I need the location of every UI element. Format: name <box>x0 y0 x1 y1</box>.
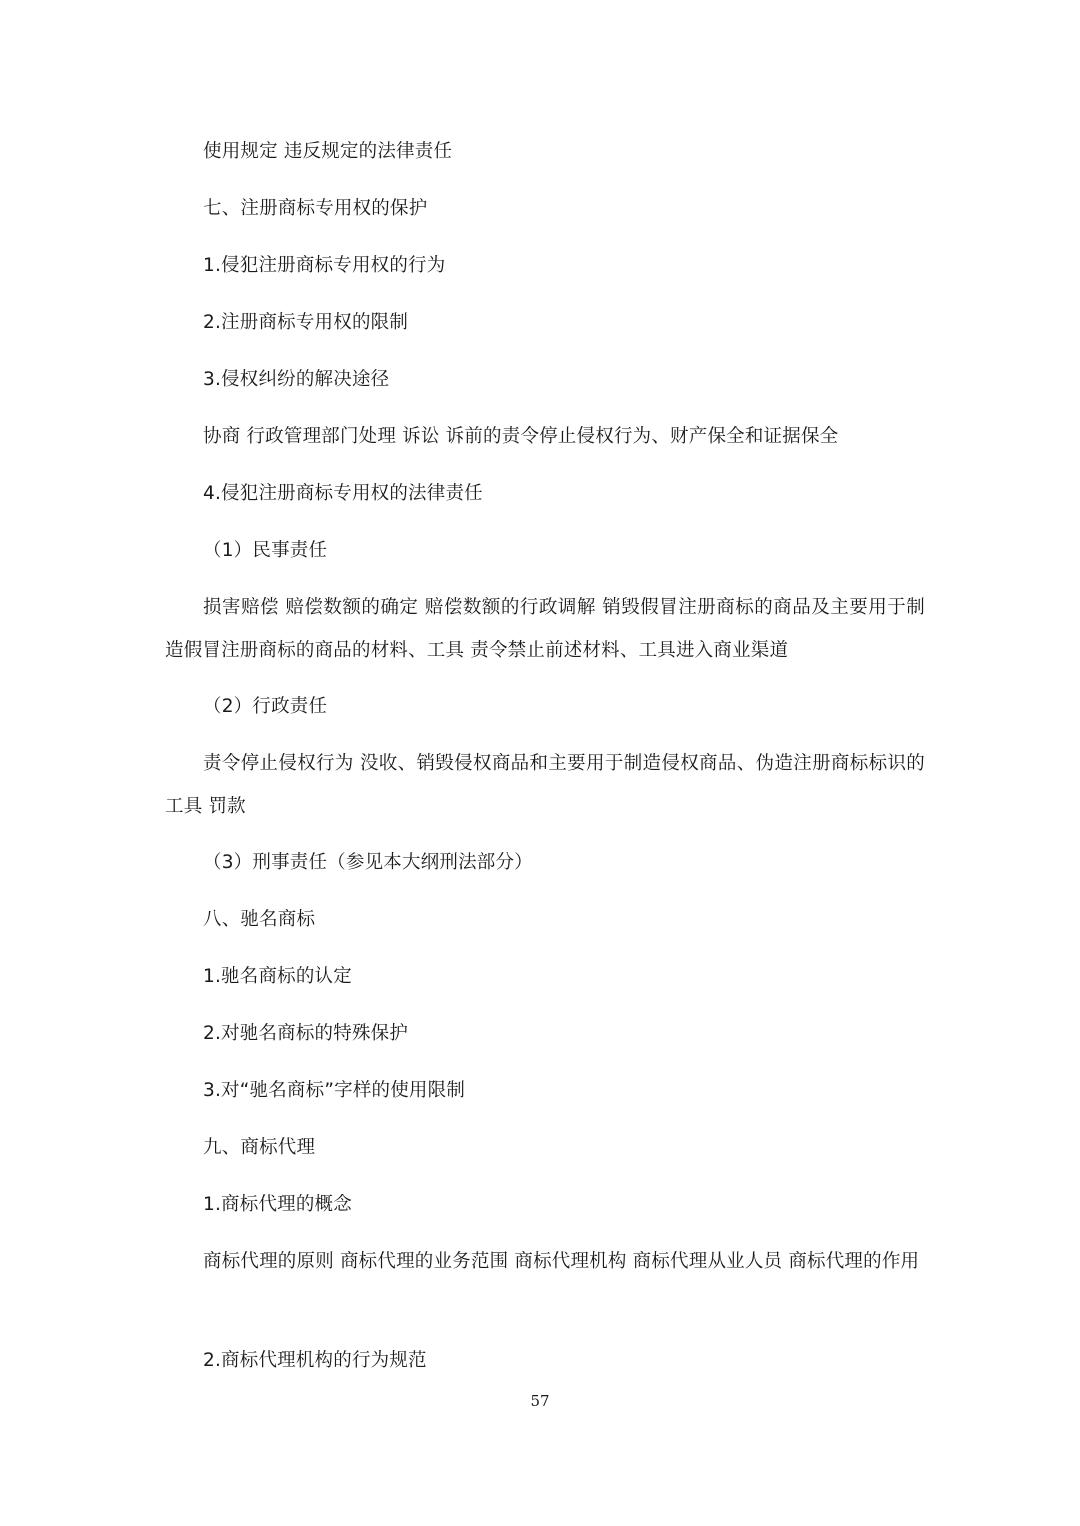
subheading-8-2: 2.对驰名商标的特殊保护 <box>203 1023 409 1044</box>
item-administrative-liability: （2）行政责任 <box>203 696 328 717</box>
text-line-dispute-resolution: 协商 行政管理部门处理 诉讼 诉前的责令停止侵权行为、财产保全和证据保全 <box>203 426 839 447</box>
item-civil-liability: （1）民事责任 <box>203 540 328 561</box>
section-heading-7: 七、注册商标专用权的保护 <box>203 198 428 219</box>
section-heading-9: 九、商标代理 <box>203 1137 316 1158</box>
subheading-7-1: 1.侵犯注册商标专用权的行为 <box>203 255 446 276</box>
subheading-8-3: 3.对“驰名商标”字样的使用限制 <box>203 1080 466 1101</box>
subheading-8-1: 1.驰名商标的认定 <box>203 966 352 987</box>
subheading-7-3: 3.侵权纠纷的解决途径 <box>203 369 390 390</box>
subheading-7-2: 2.注册商标专用权的限制 <box>203 312 409 333</box>
section-heading-8: 八、驰名商标 <box>203 909 316 930</box>
subheading-7-4: 4.侵犯注册商标专用权的法律责任 <box>203 483 483 504</box>
subheading-9-2: 2.商标代理机构的行为规范 <box>203 1350 427 1371</box>
page-number: 57 <box>530 1392 550 1410</box>
paragraph-civil-liability: 损害赔偿 赔偿数额的确定 赔偿数额的行政调解 销毁假冒注册商标的商品及主要用于制造假冒注册商标的商品的材料、工具 责令禁止前述材料、工具进入商业渠道 <box>165 597 925 661</box>
subheading-9-1: 1.商标代理的概念 <box>203 1194 352 1215</box>
paragraph-administrative-liability: 责令停止侵权行为 没收、销毁侵权商品和主要用于制造侵权商品、伪造注册商标标识的工具 罚款 <box>165 753 925 817</box>
item-criminal-liability: （3）刑事责任（参见本大纲刑法部分） <box>203 852 533 873</box>
text-line-usage-rules: 使用规定 违反规定的法律责任 <box>203 141 453 162</box>
paragraph-agency-concepts: 商标代理的原则 商标代理的业务范围 商标代理机构 商标代理从业人员 商标代理的作用 <box>203 1251 920 1272</box>
